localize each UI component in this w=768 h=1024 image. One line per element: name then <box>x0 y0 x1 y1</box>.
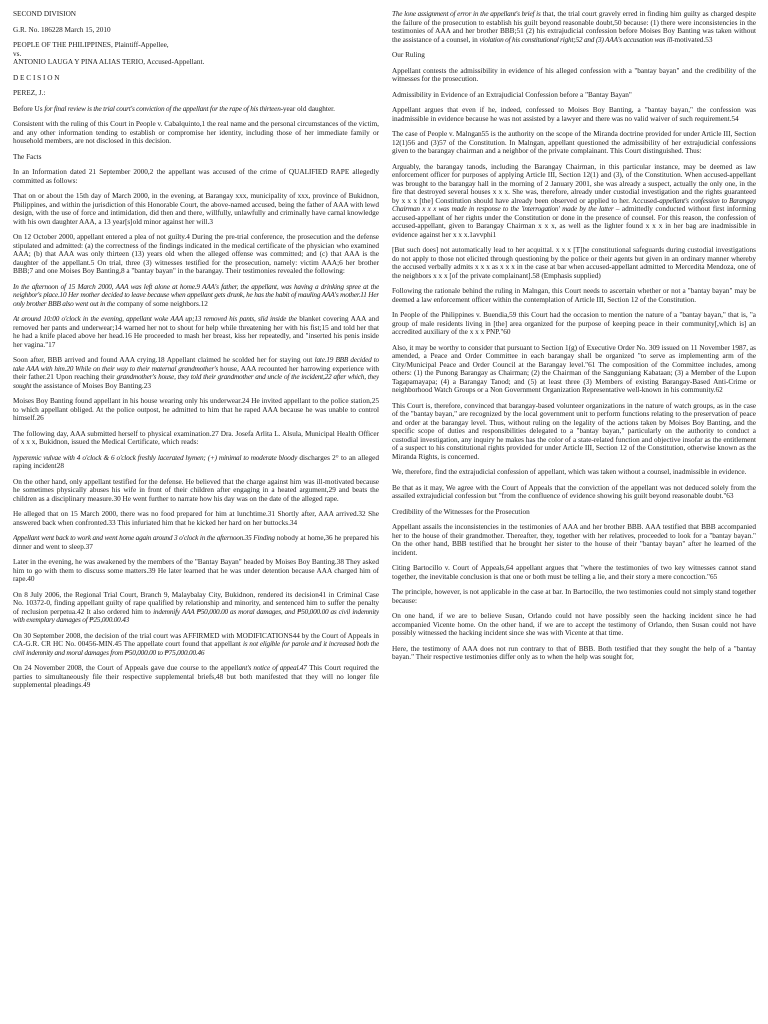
text-span: G.R. No. 186228 March 15, 2010 <box>13 25 111 34</box>
left-paragraph <box>13 632 379 658</box>
text-span: nobody at home,36 he prepared his dinner and went to sleep.37 <box>13 534 379 551</box>
text-span: Admissibility in Evidence of an Extrajudicial Confession before a "Bantay Bayan" <box>392 90 632 99</box>
text-span: company of some neighbors.12 <box>115 299 208 308</box>
right-paragraph <box>392 91 756 100</box>
right-paragraph <box>392 287 756 304</box>
right-paragraph <box>392 67 756 84</box>
text-span: On 8 July 2006, the Regional Trial Court, Branch 9, Malaybalay City, Bukidnon, rendered its decision41 in Criminal Case No. 10372-0, finding appellant guilty of rape qualified by relationship and minority, and sentenced him to suffer the penalty of reclusion perpetua.42 It also ordered him to <box>13 590 379 616</box>
right-paragraph <box>392 588 756 605</box>
text-span: That on or about the 15th day of March 2000, in the evening, at Barangay xxx, municipality of xxx, province of Bukidnon, Philippines, and within the jurisdiction of this Honorable Court, the above-named accused, being the father of AAA with lewd design, with the use of force and intimidation, did then and there, willfully, unlawfully and criminally have carnal knowledge with his own daughter AAA, a 13 year[s]old minor against her will.3 <box>13 192 379 226</box>
left-paragraph <box>13 534 379 551</box>
left-paragraph <box>13 454 379 471</box>
left-paragraph <box>13 315 379 349</box>
text-span: Moises Boy Banting found appellant in his house wearing only his underwear.24 He invited appellant to the police station,25 to which appellant obliged. At the police outpost, he admitted to him that he raped AAA because he was unable to control himself.26 <box>13 397 379 422</box>
ocr-text-span: violation of his constitutional right;52 and (3) AAA's accusation was ill- <box>479 35 675 44</box>
right-paragraph <box>392 51 756 60</box>
right-paragraph <box>392 130 756 156</box>
text-span: Appellant contests the admissibility in evidence of his alleged confession with a "bantay bayan" and the credibility of the witnesses for the prosecution. <box>392 66 756 83</box>
text-span: In an Information dated 21 September 2000,2 the appellant was accused of the crime of QUALIFIED RAPE allegedly committed as follows: <box>13 168 379 185</box>
text-span: discharges 2° to an alleged raping incident28 <box>13 453 379 470</box>
text-span: This Court required the parties to simultaneously file their respective supplemental briefs,48 but both manifested that they will no longer file supplemental pleadings.49 <box>13 664 379 689</box>
text-span: The principle, however, is not applicable in the case at bar. In Bartocillo, the two testimonies could not simply stand together because: <box>392 588 756 605</box>
ocr-text-span: is not eligible for parole and it increased both the civil indemnity and moral damages from ₱50,000.00 to ₱75,000.00.46 <box>13 640 379 657</box>
left-paragraph <box>13 74 379 83</box>
ocr-text-span: appellant's confession to Barangay Chairman x x x was made in response to the 'interrogation' made by the latter – <box>392 196 756 213</box>
left-paragraph <box>13 430 379 447</box>
right-paragraph <box>392 344 756 395</box>
text-span: Before Us <box>13 104 45 113</box>
right-paragraph <box>392 508 756 517</box>
text-span: In People of the Philippines v. Buendia,59 this Court had the occasion to mention the nature of a "bantay bayan," that is, "a group of male residents living in [the] area organized for the purpose of keeping peace in their community[,which is] an accredited auxiliary of the x x x PNP."60 <box>392 311 756 336</box>
text-span: We, therefore, find the extrajudicial confession of appellant, which was taken without a counsel, inadmissible in evidence. <box>392 468 747 476</box>
text-span: On 12 October 2000, appellant entered a plea of not guilty.4 During the pre-trial conference, the prosecution and the defense stipulated and admitted: (a) the correctness of the findings indicated in the medical certificate of the physician who examined AAA; (b) that AAA was only thirteen (13) years old when the alleged offense was committed; and (c) that AAA is the daughter of the appellant.5 On trial, three (3) witnesses testified for the prosecution, namely: victim AAA;6 her brother BBB;7 and one Moises Boy Banting,8 a "bantay bayan" in the barangay. Their testimonies revealed the following: <box>13 233 379 275</box>
text-span: Following the rationale behind the ruling in Malngan, this Court needs to ascertain whether or not a "bantay bayan" may be deemed a law enforcement officer within the contemplation of Article III, Section 12 of the Constitution. <box>392 287 756 304</box>
left-paragraph <box>13 26 379 35</box>
text-span: Soon after, BBB arrived and found AAA crying.18 Appellant claimed he scolded her for staying out <box>13 356 315 364</box>
text-span: Later in the evening, he was awakened by the members of the "Bantay Bayan" headed by Moises Boy Banting.38 They asked him to go with them to discuss some matters.39 He later learned that he was under detention because AAA charged him of rape.40 <box>13 558 379 583</box>
right-column <box>392 10 756 1020</box>
ocr-text-span: grandmother's house, they told their grandmother and uncle of the incident,22 after which, they sought <box>13 373 379 390</box>
left-column <box>13 10 379 1020</box>
text-span: The Facts <box>13 152 42 161</box>
text-span: blanket covering AAA and removed her pants and underwear;14 warned her not to shout for help while threatening her with his fist;15 and told her that he had a knife placed above her head.16 He proceeded to mash her breast, kiss her repeatedly, and "inserted his penis inside her vagina."17 <box>13 315 379 349</box>
right-paragraph <box>392 468 756 477</box>
text-span: house, AAA recounted her harrowing experience with their father.21 Upon reaching their <box>13 364 379 381</box>
ocr-text-span: ant's notice of appeal.47 <box>238 664 307 672</box>
right-paragraph <box>392 163 756 240</box>
text-span: motivated.53 <box>674 35 713 44</box>
text-span: PEOPLE OF THE PHILIPPINES, Plaintiff-Appellee, vs. ANTONIO LAUGA Y PINA ALIAS TERIO, Accused-Appellant. <box>13 41 205 66</box>
text-span: Citing Bartocillo v. Court of Appeals,64 appellant argues that "where the testimonies of two key witnesses cannot stand together, the inevitable conclusion is that one or both must be telling a lie, and their story a mere concoction."65 <box>392 564 756 581</box>
text-span: The following day, AAA submitted herself to physical examination.27 Dra. Josefa Arlita L. Alsula, Municipal Health Officer of x x x, Bukidnon, issued the Medical Certificate, which reads: <box>13 429 379 446</box>
text-span: Our Ruling <box>392 51 425 59</box>
text-span: PEREZ, J.: <box>13 89 46 97</box>
left-paragraph <box>13 10 379 19</box>
left-paragraph <box>13 233 379 276</box>
ocr-text-span: late.19 BBB decided to take AAA with him.20 While on their way to their maternal grandmother's <box>13 356 379 373</box>
text-span: D E C I S I O N <box>13 73 60 82</box>
right-paragraph <box>392 484 756 501</box>
text-span: the assistance of Moises Boy Banting.23 <box>31 381 151 390</box>
left-paragraph <box>13 558 379 584</box>
left-paragraph <box>13 510 379 527</box>
ocr-text-span: for final review is the trial court's conviction of the appellant for the rape of his thirteen- <box>44 104 283 113</box>
right-paragraph <box>392 106 756 123</box>
text-span: The case of People v. Malngan55 is the authority on the scope of the Miranda doctrine provided for under Article III, Section 12(1)56 and (3)57 of the Constitution. In Malngan, appellant questioned the admissibility of her extrajudicial confessions given to the barangay chairman and a neighbor of the private complainant. This Court distinguished. Thus: <box>392 130 756 155</box>
left-paragraph <box>13 283 379 309</box>
ocr-text-span: indemnify AAA ₱50,000.00 as moral damages, and ₱50,000.00 as civil indemnity with exemplary damages of ₱25,000.00.43 <box>13 607 379 624</box>
right-paragraph <box>392 311 756 337</box>
text-span: admittedly conducted without first informing accused-appellant of her rights under the Constitution or done in the presence of counsel. For this reason, the confession of accused-appellant, given to Barangay Chairman x x x, as well as the lighter found x x x in her bag are inadmissible in evidence against her x x x.1avvphi1 <box>392 205 756 239</box>
ocr-text-span: At around 10:00 o'clock in the evening, appellant woke AAA up;13 removed his pants, slid inside the <box>13 315 297 323</box>
text-span: Here, the testimony of AAA does not run contrary to that of BBB. Both testified that they sought the help of a "bantay bayan." Their respective testimonies differ only as to when the help was sought for, <box>392 644 756 661</box>
text-span: Appellant argues that even if he, indeed, confessed to Moises Boy Banting, a "bantay bayan," the confession was inadmissible in evidence because he was not assisted by a lawyer and there was no valid waiver of such requirement.54 <box>392 106 756 123</box>
text-span: Also, it may be worthy to consider that pursuant to Section 1(g) of Executive Order No. 309 issued on 11 November 1987, as amended, a Peace and Order Committee in each barangay shall be organized "to serve as implementing arm of the City/Municipal Peace and Order Council at the Barangay level."61 The composition of the Committee includes, among others: (1) the Punong Barangay as Chairman; (2) the Chairman of the Sangguniang Kabataan; (3) a Member of the Lupon Tagapamayapa; (4) a Barangay Tanod; and (5) at least three (3) Members of existing Barangay-Based Anti-Crime or neighborhood Watch Groups or a Non Government Organization Representative well-known in his community.62 <box>392 343 756 394</box>
text-span: Appellant assails the inconsistencies in the testimonies of AAA and her brother BBB. AAA testified that BBB accompanied her to the house of their grandmother. Thereafter, they, together with her relatives, proceeded to look for a "bantay bayan." On the other hand, BBB testified that he brought her sister to the house of their "bantay bayan" after he learned of the incident. <box>392 523 756 557</box>
right-paragraph <box>392 645 756 662</box>
text-span: [But such does] not automatically lead to her acquittal. x x x [T]he constitutional safeguards during custodial investigations do not apply to those not elicited through questioning by the police or their agents but given in an ordinary manner whereby the accused verbally admits x x x as x x x in the case at bar when accused-appellant admitted to Mercedita Mendoza, one of the neighbors x x x [of the private complainant].58 (Emphasis supplied) <box>392 246 756 280</box>
left-paragraph <box>13 105 379 114</box>
left-paragraph <box>13 41 379 67</box>
left-paragraph <box>13 153 379 162</box>
left-paragraph <box>13 664 379 690</box>
text-span: SECOND DIVISION <box>13 10 77 18</box>
right-paragraph <box>392 564 756 581</box>
left-paragraph <box>13 192 379 226</box>
text-span: Be that as it may, We agree with the Court of Appeals that the conviction of the appellant was not deduced solely from the assailed extrajudicial confession but "from the confluence of evidence showing his guilt beyond reasonable doubt."63 <box>392 483 756 500</box>
right-paragraph <box>392 402 756 462</box>
text-span: On 30 September 2008, the decision of the trial court was AFFIRMED with MODIFICATIONS44 by the Court of Appeals in CA-G.R. CR HC No. 00456-MIN.45 The appellate court found that appellant <box>13 631 379 648</box>
text-span: On the other hand, only appellant testified for the defense. He believed that the charge against him was ill-motivated because he sometimes physically abuses his wife in front of their children after engaging in a heated argument,29 and beats the children as a disciplinary measure.30 He went further to narrate how his day was on the date of the alleged rape. <box>13 477 379 503</box>
text-span: that, the trial court gravely erred in finding him guilty as charged despite the failure of the prosecution to establish his guilt beyond reasonable doubt,50 because: (1) there were inconsistencies in the testimonies of AAA and her brother BBB;51 (2) his extrajudicial confession before Moises Boy Banting was taken without the assistance of a counsel, in <box>392 10 756 44</box>
left-paragraph <box>13 478 379 504</box>
ocr-text-span: Appellant went back to work and went home again around 3 o'clock in the afternoon.35 Finding <box>13 534 275 542</box>
text-span: Credibility of the Witnesses for the Prosecution <box>392 507 530 516</box>
left-paragraph <box>13 168 379 185</box>
left-paragraph <box>13 591 379 625</box>
right-paragraph <box>392 612 756 638</box>
right-paragraph <box>392 523 756 557</box>
left-paragraph <box>13 89 379 98</box>
left-paragraph <box>13 397 379 423</box>
text-span: Arguably, the barangay tanods, including the Barangay Chairman, in this particular instance, may be deemed as law enforcement officer for purposes of applying Article III, Section 12(1) and (3), of the Constitution. When accused-appellant was brought to the barangay hall in the morning of 2 January 2001, she was already a suspect, actually the only one, in the fire that destroyed several houses x x x. She was, therefore, already under custodial investigation and the rights guaranteed by x x x [the] Constitution should have already been observed or applied to her. Accused- <box>392 162 756 205</box>
text-span: year old daughter. <box>282 104 335 113</box>
text-span: He alleged that on 15 March 2000, there was no food prepared for him at lunchtime.31 Shortly after, AAA arrived.32 She answered back when confronted.33 This infuriated him that he kicked her hard on her buttocks.34 <box>13 510 379 527</box>
text-span: On one hand, if we are to believe Susan, Orlando could not have possibly seen the hacking incident since he had accompanied Vicente home. On the other hand, if we are to accept the testimony of Orlando, then Susan could not have possibly witnessed the hacking incident since she was with Vicente at that time. <box>392 612 756 637</box>
text-span: On 24 November 2008, the Court of Appeals gave due course to the appell <box>13 664 239 672</box>
left-paragraph <box>13 356 379 390</box>
right-paragraph <box>392 246 756 280</box>
text-span: Consistent with the ruling of this Court in People v. Cabalquinto,1 the real name and the personal circumstances of the victim, and any other information tending to establish or compromise her identity, including those of her immediate family or household members, are not disclosed in this decision. <box>13 120 379 145</box>
ocr-text-span: In the afternoon of 15 March 2000, AAA was left alone at home.9 AAA's father, the appellant, was having a drinking spree at the neighbor's place.10 Her mother decided to leave because when appellant gets drunk, he has the habit of mauling AAA's mother.11 Her only brother BBB also went out in the <box>13 282 379 308</box>
right-paragraph <box>392 10 756 44</box>
text-span: This Court is, therefore, convinced that barangay-based volunteer organizations in the nature of watch groups, as in the case of the "bantay bayan," are recognized by the local government unit to perform functions relating to the preservation of peace and order at the barangay level. Thus, without ruling on the legality of the actions taken by Moises Boy Banting, and the specific scope of duties and responsibilities delegated to a "bantay bayan," particularly on the authority to conduct a custodial investigation, any inquiry he makes has the color of a state-related function and objective insofar as the entitlement of a suspect to his constitutional rights provided for under Article III, Section 12 of the Constitution, otherwise known as the Miranda Rights, is concerned. <box>392 401 756 461</box>
ocr-text-span: hyperemic vulvae with 4 o'clock & 6 o'clock freshly lacerated hymen; (+) minimal to moderate bloody <box>13 453 298 462</box>
left-paragraph <box>13 120 379 146</box>
ocr-text-span: The lone assignment of error in the appellant's brief is <box>392 10 541 18</box>
